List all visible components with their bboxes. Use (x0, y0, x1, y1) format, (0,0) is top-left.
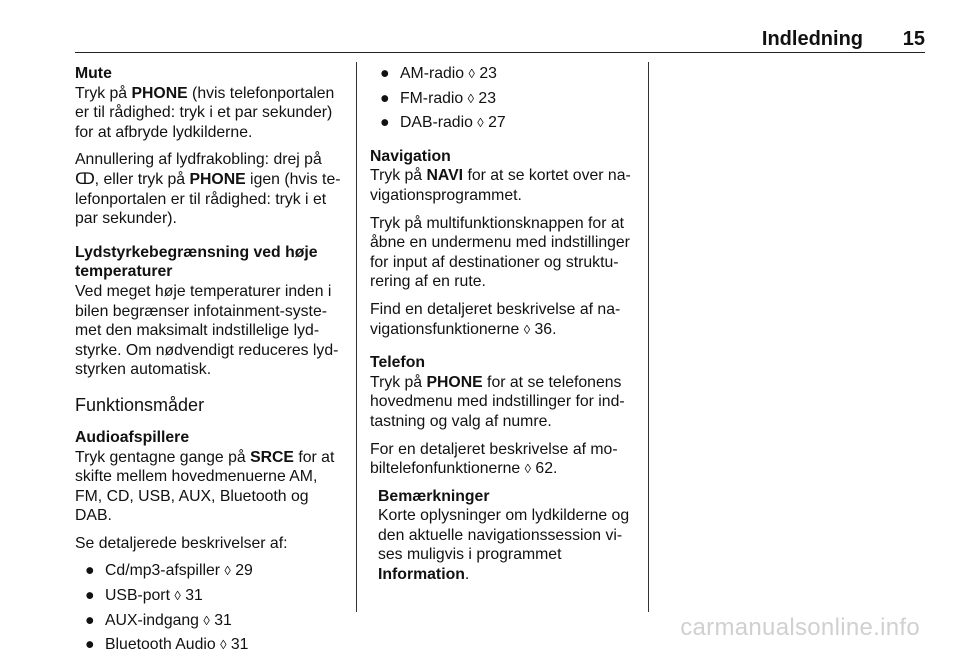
information-key: Information (378, 566, 465, 584)
list-item: ● AUX-indgang ◊ 31 (85, 611, 232, 629)
page-ref[interactable]: 31 (230, 636, 249, 654)
list-item: ● Cd/mp3-afspiller ◊ 29 (85, 562, 253, 580)
page-ref[interactable]: 23 (478, 89, 496, 107)
column-middle (370, 64, 636, 593)
mute-paragraph: Tryk på PHONE (hvis telefonportalen er til rådighed: tryk i et par sekunder) for at afbryde lydkilderne. (75, 84, 335, 141)
page-ref[interactable]: 27 (488, 114, 506, 132)
audio-paragraph: Tryk gentagne gange på SRCE for at skifte mellem hovedmenuerne AM, FM, CD, USB, AUX, Bluetooth og DAB. (75, 448, 335, 525)
navigation-paragraph-3: Find en detaljeret beskrivelse af navigationsfunktionerne ◊ 36. (370, 300, 621, 338)
navigation-heading: Navigation (370, 147, 451, 165)
note-paragraph: Korte oplysninger om lydkilderne og den aktuelle navigationssession vises muligvis i programmet Information. (378, 507, 630, 584)
limit-heading: Lydstyrkebegrænsning ved høje temperaturer (75, 243, 318, 281)
column-divider-2 (648, 62, 649, 612)
page-header (75, 28, 925, 53)
limit-paragraph: Ved meget høje temperaturer inden i bilen begrænser infotainment-systemet den maksimalt indstillelige lydstyrke. Om nødvendigt reduceres lydstyrken automatisk. (75, 282, 339, 379)
ref-arrow-icon: ◊ (468, 66, 475, 81)
note-heading: Bemærkninger (378, 487, 490, 505)
list-item: ● FM-radio ◊ 23 (380, 89, 496, 107)
ref-arrow-icon: ◊ (203, 612, 210, 628)
telefon-heading: Telefon (370, 354, 425, 372)
navi-key: NAVI (426, 167, 464, 185)
ref-arrow-icon: ◊ (220, 637, 227, 653)
page-ref[interactable]: 36. (534, 320, 557, 338)
page-ref[interactable]: 31 (214, 611, 232, 629)
page-ref[interactable]: 62. (535, 460, 558, 478)
telefon-paragraph-2: For en detaljeret beskrivelse af mobiltelefonfunktionerne ◊ 62. (370, 440, 618, 478)
mute-heading: Mute (75, 65, 112, 82)
ref-arrow-icon: ◊ (523, 321, 531, 337)
volume-knob-icon: ↀ (75, 170, 95, 188)
page-title: Indledning (761, 28, 863, 50)
list-item: ● Bluetooth Audio ◊ 31 (85, 636, 249, 654)
annul-paragraph: Annullering af lydfrakobling: drej på ↀ, eller tryk på PHONE igen (hvis telefonportalen er til rådighed: tryk i et par sekunder). (75, 151, 341, 228)
ref-arrow-icon: ◊ (524, 461, 532, 477)
watermark: carmanualsonline.info (680, 614, 920, 641)
list-item: ● DAB-radio ◊ 27 (380, 114, 506, 132)
list-item: ● AM-radio ◊ 23 (380, 65, 497, 82)
page-ref[interactable]: 31 (185, 587, 203, 605)
page-ref[interactable]: 29 (235, 562, 253, 580)
phone-key: PHONE (189, 170, 246, 188)
navigation-paragraph-2: Tryk på multifunktionsknappen for at åbne en undermenu med indstillinger for input af destinationer og strukturering af en rute. (370, 214, 630, 291)
list-item: ● USB-port ◊ 31 (85, 587, 203, 605)
phone-key: PHONE (426, 373, 483, 391)
audio-source-list (75, 561, 343, 654)
page-number: 15 (902, 28, 925, 50)
note-box (370, 487, 636, 585)
ref-arrow-icon: ◊ (174, 588, 181, 604)
section-title: Funktionsmåder (75, 394, 205, 415)
page-ref[interactable]: 23 (479, 65, 497, 82)
radio-source-list (370, 64, 636, 133)
ref-arrow-icon: ◊ (224, 563, 231, 579)
telefon-paragraph: Tryk på PHONE for at se telefonens hovedmenu med indstillinger for indtastning og valg af numre. (370, 373, 625, 430)
column-left (75, 64, 343, 660)
column-divider-1 (356, 62, 357, 612)
navigation-paragraph: Tryk på NAVI for at se kortet over navigationsprogrammet. (370, 167, 631, 204)
phone-key: PHONE (131, 84, 188, 102)
details-intro: Se detaljerede beskrivelser af: (75, 534, 288, 552)
ref-arrow-icon: ◊ (467, 90, 475, 106)
audio-heading: Audioafspillere (75, 428, 190, 446)
srce-key: SRCE (250, 448, 294, 466)
ref-arrow-icon: ◊ (477, 115, 484, 131)
